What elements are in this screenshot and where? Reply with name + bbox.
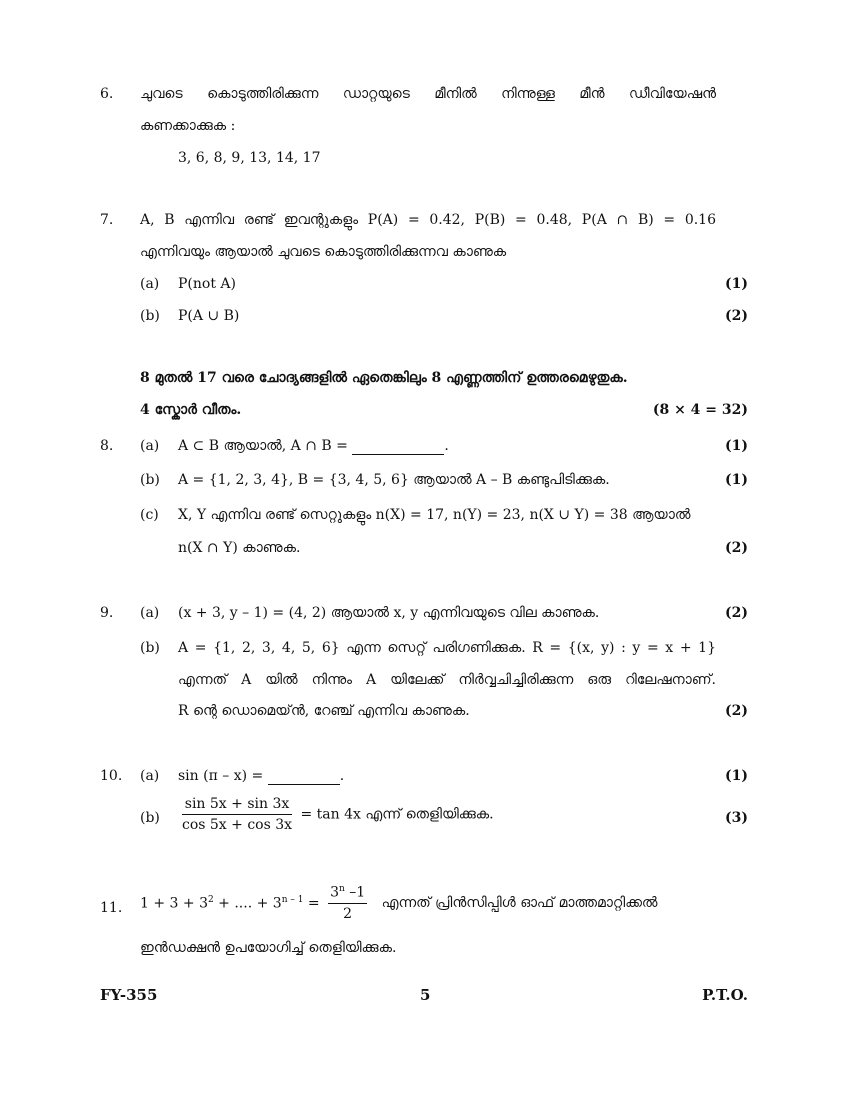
q10-b-denominator: cos 5x + cos 3x <box>182 817 293 833</box>
q7-b-text: P(A ∪ B) <box>178 308 240 324</box>
q9-a-marks: (2) <box>725 605 748 621</box>
q10-a-question <box>178 768 344 785</box>
q8-a-blank <box>352 438 444 455</box>
q7-a-marks: (1) <box>725 276 748 292</box>
q7-a-label: (a) <box>140 276 160 292</box>
q8-c-label: (c) <box>140 507 159 523</box>
q11-formula <box>140 884 658 922</box>
q10-b-numerator: sin 5x + sin 3x <box>182 796 292 815</box>
q8-b-label: (b) <box>140 472 160 488</box>
q9-b-line1: A = {1, 2, 3, 4, 5, 6} എന്ന സെറ്റ് പരിഗണിക്കുക. R = {(x, y) : y = x + 1} <box>178 640 716 656</box>
q6-data: 3, 6, 8, 9, 13, 14, 17 <box>178 150 321 166</box>
q10-b-text: = tan 4x എന്ന് തെളിയിക്കുക. <box>300 806 494 823</box>
q6-line1: ചുവടെ കൊടുത്തിരിക്കുന്ന ഡാറ്റയുടെ മീനിൽ നിന്നുള്ള മീൻ ഡീവിയേഷൻ <box>140 86 716 102</box>
q7-a-text: P(not A) <box>178 276 236 292</box>
q8-c-line2: n(X ∩ Y) കാണുക. <box>178 540 301 556</box>
q11-text2: ഇൻഡക്ഷൻ ഉപയോഗിച്ച് തെളിയിക്കുക. <box>140 940 397 956</box>
q10-b-marks: (3) <box>725 810 748 826</box>
q7-b-label: (b) <box>140 308 160 324</box>
q7-line2: എന്നിവയും ആയാൽ ചുവടെ കൊടുത്തിരിക്കുന്നവ കാണുക <box>140 244 507 260</box>
q8-b-marks: (1) <box>725 472 748 488</box>
q11-fraction <box>328 884 367 922</box>
q10-b-label: (b) <box>140 810 160 826</box>
q10-a-end: . <box>339 768 345 784</box>
q7-line1: A, B എന്നിവ രണ്ട് ഇവന്റുകളും P(A) = 0.42, P(B) = 0.48, P(A ∩ B) = 0.16 <box>140 212 716 228</box>
footer-page-number: 5 <box>420 986 431 1004</box>
q8-b-text: A = {1, 2, 3, 4}, B = {3, 4, 5, 6} ആയാൽ A – B കണ്ടുപിടിക്കുക. <box>178 472 610 488</box>
q10-a-blank <box>268 768 340 785</box>
q8-c-line1: X, Y എന്നിവ രണ്ട് സെറ്റുകളും n(X) = 17, n(Y) = 23, n(X ∪ Y) = 38 ആയാൽ <box>178 507 691 523</box>
q8-a-text: A ⊂ B ആയാൽ, A ∩ B = <box>178 438 348 454</box>
q10-b-expression <box>178 796 494 833</box>
q9-b-line2: എന്നത് A യിൽ നിന്നും A യിലേക്ക് നിർവ്വചിച്ചിരിക്കുന്ന ഒരു റിലേഷനാണ്. <box>178 672 716 688</box>
q11-lhs: $1 + 3 + 3^2$ + .... + $3^{n - 1}$ = <box>140 894 320 912</box>
section-marks: (8 × 4 = 32) <box>652 402 748 418</box>
q9-a-text: (x + 3, y – 1) = (4, 2) ആയാൽ x, y എന്നിവയുടെ വില കാണുക. <box>178 605 600 621</box>
q7-b-marks: (2) <box>725 308 748 324</box>
q10-a-marks: (1) <box>725 768 748 784</box>
q10-number: 10. <box>100 768 123 784</box>
q10-a-label: (a) <box>140 768 160 784</box>
q9-b-line3: R ന്റെ ഡൊമെയ്ൻ, റേഞ്ച് എന്നിവ കാണുക. <box>178 703 470 719</box>
q8-a-end: . <box>444 438 449 454</box>
q11-text1: എന്നത് പ്രിൻസിപ്പിൾ ഓഫ് മാത്തമാറ്റിക്കൽ <box>381 894 658 911</box>
footer-pto: P.T.O. <box>702 986 748 1004</box>
q11-numerator: 3$^n$ –1 <box>328 884 367 904</box>
q9-b-marks: (2) <box>725 703 748 719</box>
q10-a-text: sin (π – x) = <box>178 768 264 784</box>
section-instruction: 8 മുതൽ 17 വരെ ചോദ്യങ്ങളിൽ ഏതെങ്കിലും 8 എണ്ണത്തിന് ഉത്തരമെഴുതുക. <box>140 370 628 386</box>
q8-a-marks: (1) <box>725 438 748 454</box>
footer-code: FY-355 <box>100 986 158 1004</box>
q6-line2: കണക്കാക്കുക : <box>140 118 236 134</box>
q8-a-question <box>178 438 449 455</box>
q9-number: 9. <box>100 605 114 621</box>
q8-number: 8. <box>100 438 114 454</box>
section-scores: 4 സ്കോർ വീതം. <box>140 402 242 418</box>
q8-a-label: (a) <box>140 438 160 454</box>
q6-number: 6. <box>100 86 114 102</box>
q7-number: 7. <box>100 212 114 228</box>
q9-b-label: (b) <box>140 640 160 656</box>
q11-number: 11. <box>100 900 123 916</box>
q8-c-marks: (2) <box>725 540 748 556</box>
q9-a-label: (a) <box>140 605 160 621</box>
q11-denominator: 2 <box>343 905 353 922</box>
q10-b-fraction <box>182 796 292 833</box>
